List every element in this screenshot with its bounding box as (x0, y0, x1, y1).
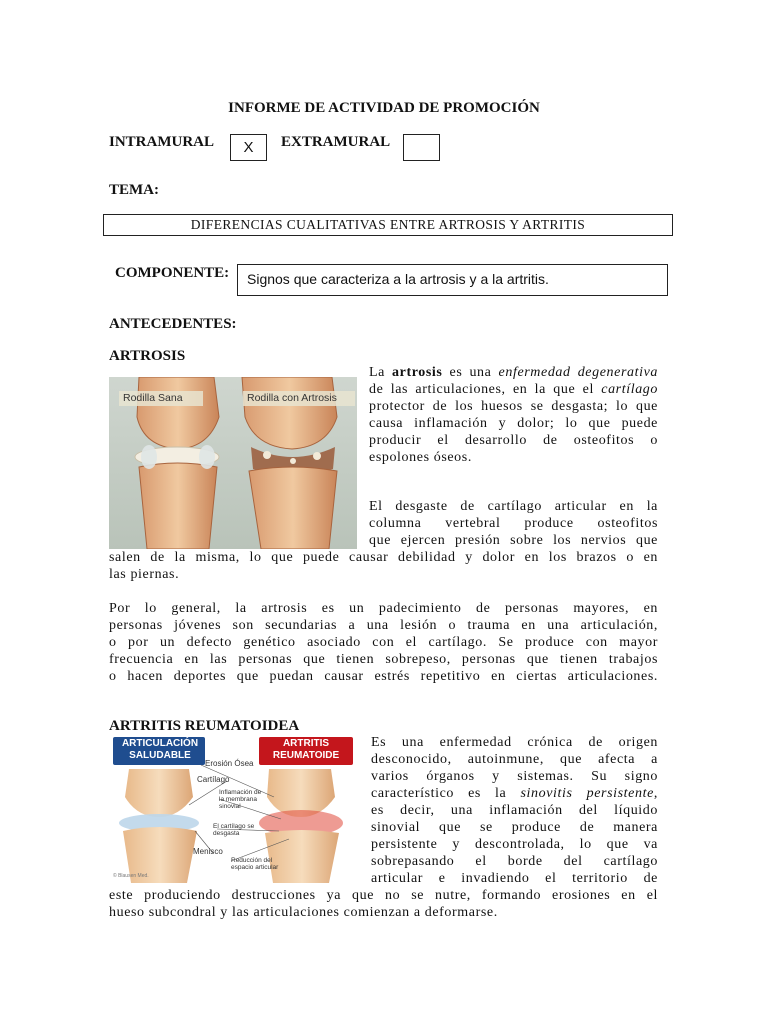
image-label-erosion: Erosión Ósea (205, 759, 254, 768)
artritis-heading: ARTRITIS REUMATOIDEA (109, 718, 300, 734)
image-label-ra-joint: ARTRITIS REUMATOIDE (272, 738, 340, 761)
image-label-inflammation: Inflamación de la membrana sinovial (219, 789, 262, 810)
artritis-line-1: Es una enfermedad crónica de origen (371, 735, 658, 750)
image-credit: © Blausen Med. (113, 873, 149, 879)
artritis-line-5: es decir, una inflamación del líquido (371, 803, 658, 818)
artrosis-p2-line-2: columna vertebral produce osteofitos (369, 516, 658, 531)
tema-value-box: DIFERENCIAS CUALITATIVAS ENTRE ARTROSIS Y ARTRITIS (103, 214, 673, 236)
artrosis-p3-line-3: o por un defecto genético asociado con el cartílago. Se produce con mayor (109, 635, 658, 650)
image-label-cartilage-wear: El cartílago se desgasta (213, 823, 255, 837)
artritis-line-7: persistente y descontrolada, lo que va (371, 837, 658, 852)
artritis-line-6: sinovial que se produce de manera (371, 820, 658, 835)
componente-label: COMPONENTE: (115, 265, 230, 281)
document-title: INFORME DE ACTIVIDAD DE PROMOCIÓN (228, 100, 540, 116)
intramural-label: INTRAMURAL (109, 134, 214, 150)
artrosis-p2-line-1: El desgaste de cartílago articular en la (369, 499, 658, 514)
artrosis-p2-line-5: las piernas. (109, 567, 180, 582)
componente-value-box: Signos que caracteriza a la artrosis y a la artritis. (237, 264, 668, 296)
tema-label: TEMA: (109, 182, 159, 198)
artrosis-p3-line-1: Por lo general, la artrosis es un padecimiento de personas mayores, en (109, 601, 658, 616)
artritis-line-2: desconocido, autoinmune, que afecta a (371, 752, 658, 767)
extramural-checkbox[interactable] (403, 134, 440, 161)
artrosis-p3-line-4: frecuencia en las personas que tienen sobrepeso, personas que tienen trabajos (109, 652, 658, 667)
artrosis-p3-line-5: o hacen deportes que puedan causar estrés repetitivo en ciertas articulaciones. (109, 669, 658, 684)
image-label-healthy-knee: Rodilla Sana (123, 392, 183, 404)
artrosis-p2-line-3: que ejercen presión sobre los nervios que (369, 533, 658, 548)
artritis-line-10: este produciendo destrucciones ya que no se nutre, formando erosiones en el (109, 888, 658, 903)
extramural-label: EXTRAMURAL (281, 134, 391, 150)
intramural-checkbox[interactable]: X (230, 134, 267, 161)
image-label-meniscus: Menisco (193, 847, 223, 856)
image-label-arthritic-knee: Rodilla con Artrosis (247, 392, 337, 404)
antecedentes-label: ANTECEDENTES: (109, 316, 237, 332)
image-label-joint-space: Reducción del espacio articular (231, 857, 279, 871)
artritis-line-3: varios órganos y sistemas. Su signo (371, 769, 658, 784)
artrosis-p3-line-2: personas jóvenes son secundarias a una lesión o trauma en una articulación, (109, 618, 658, 633)
image-label-healthy-joint: ARTICULACIÓN SALUDABLE (121, 738, 199, 761)
artrosis-heading: ARTROSIS (109, 348, 186, 364)
artritis-line-11: hueso subcondral y las articulaciones comienzan a deformarse. (109, 905, 498, 920)
artritis-line-8: sobrepasando el borde del cartílago (371, 854, 658, 869)
artrosis-paragraph-1: La artrosis es una enfermedad degenerativa de las articulaciones, en la que el cartílago protector de los huesos se desgasta; lo que causa inflamación y dolor; lo que puede producir el desarrollo de osteofitos o espolones óseos. (369, 365, 658, 465)
image-label-cartilage: Cartílago (197, 775, 230, 784)
knee-osteoarthritis-image (109, 377, 357, 549)
rheumatoid-arthritis-image (109, 735, 357, 883)
artritis-line-9: articular e invadiendo el territorio de (371, 871, 658, 886)
artrosis-p2-line-4: salen de la misma, lo que puede causar debilidad y dolor en los brazos o en (109, 550, 658, 565)
artritis-line-4: característico es la sinovitis persistente, (371, 786, 658, 801)
